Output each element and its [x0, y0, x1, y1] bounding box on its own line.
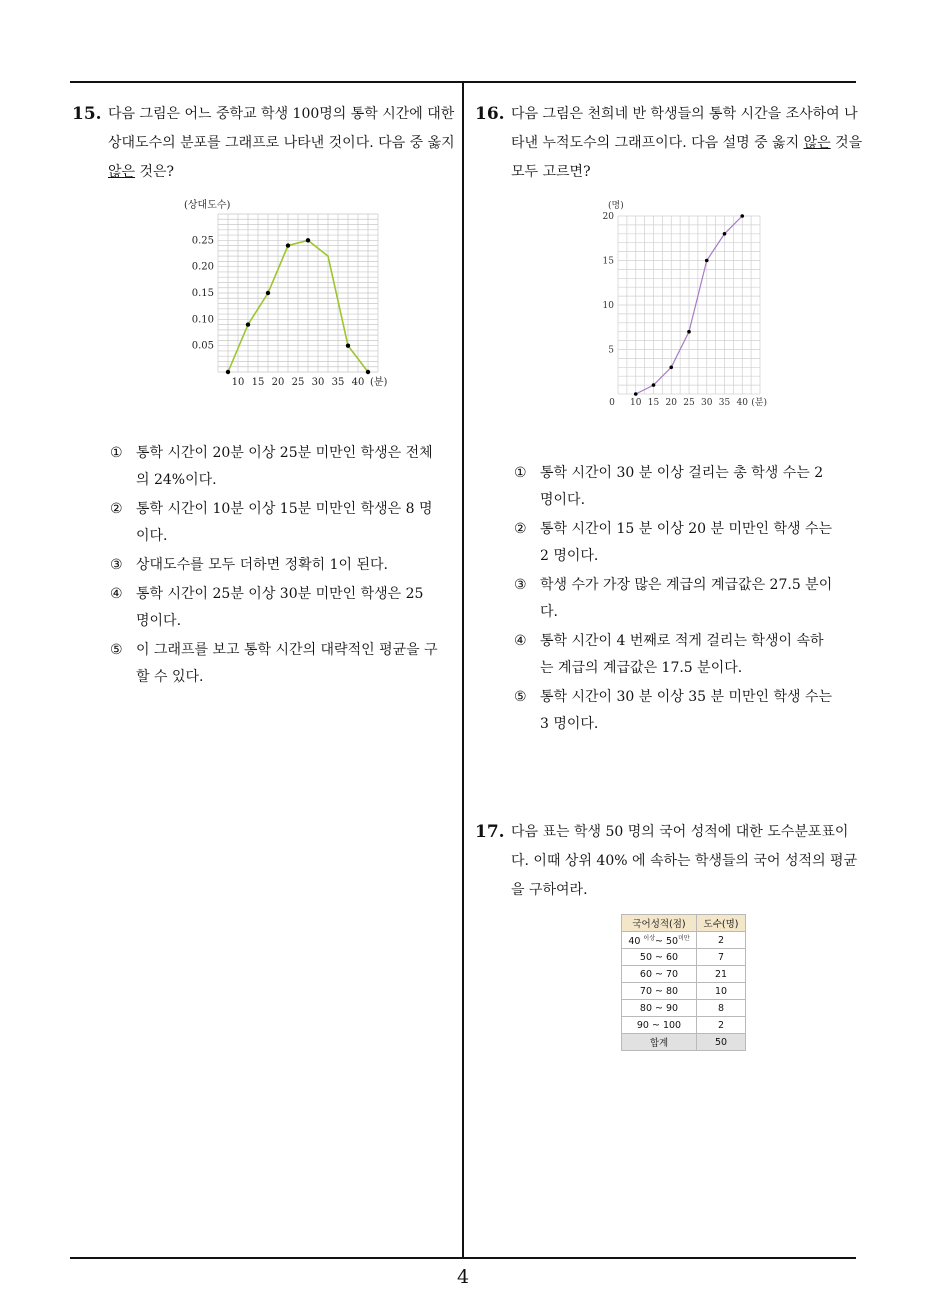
table-row [622, 966, 746, 983]
table-cell-frequency: 10 [697, 983, 746, 1000]
data-point [366, 370, 370, 374]
range-end: 50 [662, 936, 679, 948]
data-point [652, 383, 656, 387]
bottom-rule [70, 1257, 856, 1259]
option-3[interactable] [514, 572, 834, 626]
option-mark: ⑤ [110, 642, 123, 658]
table-header: 국어성적(점) [622, 915, 697, 932]
option-4[interactable] [110, 581, 440, 635]
y-axis-label: (상대도수) [184, 200, 231, 211]
data-point [740, 214, 744, 218]
table-cell-score: 60 ~ 70 [622, 966, 697, 983]
x-axis-label: (분) [370, 377, 388, 388]
data-point [669, 366, 673, 370]
question-text: 다음 그림은 천희네 반 학생들의 통학 시간을 조사하여 나타낸 누적도수의 그래프이다. 다음 설명 중 옳지 않은 것을 모두 고르면? [511, 106, 863, 180]
option-text: 통학 시간이 20분 이상 25분 미만인 학생은 전체의 24%이다. [136, 445, 433, 488]
data-point [226, 370, 230, 374]
y-tick-label: 0.15 [191, 288, 214, 299]
option-mark: ② [514, 521, 527, 537]
option-mark: ④ [514, 633, 527, 649]
option-mark: ① [514, 465, 527, 481]
table-cell-frequency: 8 [697, 1000, 746, 1017]
question-number: 17. [475, 822, 505, 842]
y-tick-label: 0.10 [191, 314, 214, 326]
cumulative-frequency-chart [590, 196, 780, 416]
column-divider [462, 81, 464, 1259]
data-point [266, 291, 270, 295]
superscript-right: 미만 [678, 934, 690, 942]
x-tick-label: 15 [647, 398, 660, 408]
option-text: 통학 시간이 30 분 이상 걸리는 총 학생 수는 2 명이다. [540, 465, 824, 508]
option-3[interactable] [110, 552, 440, 579]
table-row [622, 1000, 746, 1017]
x-tick-label: 15 [251, 377, 265, 388]
question-text: 다음 표는 학생 50 명의 국어 성적에 대한 도수분포표이다. 이때 상위 40% 에 속하는 학생들의 국어 성적의 평균을 구하여라. [511, 824, 858, 898]
data-point [705, 259, 709, 263]
table-total-row [622, 1034, 746, 1051]
option-mark: ⑤ [514, 689, 527, 705]
data-point [634, 392, 638, 396]
x-tick-label: 20 [665, 398, 677, 408]
table-cell-score: 90 ~ 100 [622, 1017, 697, 1034]
table-header: 도수(명) [697, 915, 746, 932]
x-tick-label: 10 [231, 377, 245, 388]
table-cell-score: 70 ~ 80 [622, 983, 697, 1000]
option-2[interactable] [110, 496, 440, 550]
x-tick-label: 0 [609, 398, 615, 408]
option-mark: ① [110, 445, 123, 461]
x-tick-label: 30 [311, 377, 325, 388]
data-point [246, 322, 250, 326]
x-tick-label: 20 [271, 377, 285, 388]
option-text: 통학 시간이 25분 이상 30분 미만인 학생은 25 명이다. [136, 586, 424, 629]
y-tick-label: 20 [602, 212, 614, 222]
question-number: 15. [72, 104, 102, 124]
x-tick-label: 25 [683, 398, 695, 408]
question-16-options [514, 460, 834, 740]
x-tick-label: 25 [291, 377, 305, 388]
relative-frequency-chart [170, 196, 390, 396]
x-axis-label: (분) [751, 398, 767, 408]
option-text: 통학 시간이 4 번째로 적게 걸리는 학생이 속하는 계급의 계급값은 17.5 분이다. [540, 633, 824, 676]
superscript-left: 이상 [643, 934, 656, 942]
option-text: 통학 시간이 30 분 이상 35 분 미만인 학생 수는 3 명이다. [540, 689, 833, 732]
range-tilde: ~ [655, 936, 663, 948]
data-point [723, 232, 727, 236]
x-tick-label: 40 [351, 377, 365, 388]
table-row [622, 1017, 746, 1034]
x-tick-label: 40 [736, 398, 748, 408]
table-cell-frequency: 7 [697, 949, 746, 966]
option-text: 이 그래프를 보고 통학 시간의 대략적인 평균을 구할 수 있다. [136, 642, 438, 685]
data-point [687, 330, 691, 334]
option-text: 통학 시간이 15 분 이상 20 분 미만인 학생 수는 2 명이다. [540, 521, 833, 564]
option-mark: ② [110, 501, 123, 517]
y-tick-label: 0.20 [191, 261, 214, 273]
y-tick-label: 5 [608, 345, 614, 356]
option-text: 학생 수가 가장 많은 계급의 계급값은 27.5 분이다. [540, 577, 833, 620]
frequency-table [621, 914, 746, 1051]
option-text: 통학 시간이 10분 이상 15분 미만인 학생은 8 명이다. [136, 501, 433, 544]
option-1[interactable] [110, 440, 440, 494]
table-row [622, 932, 746, 949]
range-start: 40 [628, 936, 644, 948]
table-cell-score [622, 932, 697, 949]
question-number: 16. [475, 104, 505, 124]
table-cell-frequency: 21 [697, 966, 746, 983]
table-cell-frequency: 2 [697, 1017, 746, 1034]
question-15 [72, 100, 460, 187]
table-row [622, 983, 746, 1000]
option-2[interactable] [514, 516, 834, 570]
option-text: 상대도수를 모두 더하면 정확히 1이 된다. [136, 557, 388, 573]
data-point [286, 243, 290, 247]
data-point [346, 343, 350, 347]
option-5[interactable] [110, 637, 440, 691]
x-tick-label: 30 [701, 398, 713, 408]
x-tick-label: 10 [630, 398, 642, 408]
option-mark: ③ [110, 557, 123, 573]
option-mark: ④ [110, 586, 123, 602]
question-17 [475, 818, 863, 905]
total-label: 합계 [622, 1034, 697, 1051]
x-tick-label: 35 [718, 398, 731, 408]
question-text: 다음 그림은 어느 중학교 학생 100명의 통학 시간에 대한 상대도수의 분포를 그래프로 나타낸 것이다. 다음 중 옳지 않은 것은? [108, 106, 455, 180]
option-5[interactable] [514, 684, 834, 738]
y-tick-label: 15 [602, 256, 614, 267]
question-15-options [110, 440, 440, 693]
page-number: 4 [456, 1266, 470, 1288]
y-tick-label: 0.25 [191, 235, 214, 247]
table-cell-score: 50 ~ 60 [622, 949, 697, 966]
table-cell-frequency: 2 [697, 932, 746, 949]
option-mark: ③ [514, 577, 527, 593]
table-row [622, 949, 746, 966]
table-cell-score: 80 ~ 90 [622, 1000, 697, 1017]
option-4[interactable] [514, 628, 834, 682]
x-tick-label: 35 [331, 377, 345, 388]
y-axis-label: (명) [608, 201, 624, 211]
total-value: 50 [697, 1034, 746, 1051]
y-tick-label: 10 [602, 301, 614, 311]
y-tick-label: 0.05 [191, 340, 214, 352]
question-16 [475, 100, 863, 187]
data-point [306, 238, 310, 242]
option-1[interactable] [514, 460, 834, 514]
